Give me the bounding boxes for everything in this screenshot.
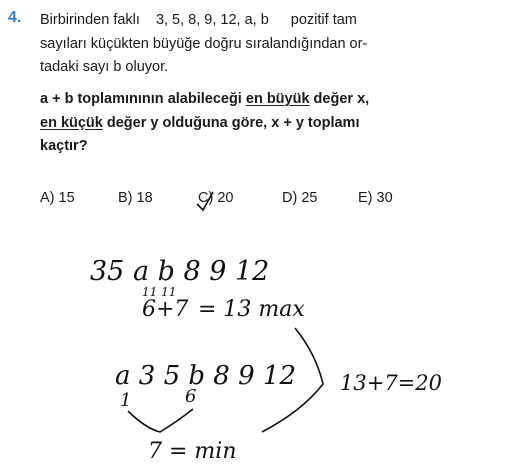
prompt-line-3: kaçtır? bbox=[40, 138, 88, 154]
answer-check-mark bbox=[197, 192, 213, 210]
number-list: 3, 5, 8, 9, 12, a, b bbox=[155, 12, 269, 28]
min-a-value: 1 bbox=[120, 390, 132, 411]
option-e[interactable]: E) 30 bbox=[358, 190, 393, 206]
stem-line-3: tadaki sayı b oluyor. bbox=[40, 59, 169, 75]
stem-text-1c: pozitif tam bbox=[290, 12, 357, 28]
prompt-text-1a: a + b toplamınının alabileceği bbox=[40, 91, 246, 107]
option-c-value: 20 bbox=[217, 190, 234, 206]
total-result: 13+7=20 bbox=[340, 371, 442, 395]
max-sequence: 35 a b 8 9 12 bbox=[90, 256, 270, 287]
option-c-letter: C) bbox=[198, 190, 214, 206]
option-a[interactable]: A) 15 bbox=[40, 190, 75, 206]
max-assign-marks: 11 11 bbox=[142, 285, 177, 299]
prompt-text-2b: değer y olduğuna göre, x + y toplamı bbox=[102, 114, 360, 131]
max-sum: 6+7 bbox=[142, 297, 189, 322]
option-b[interactable]: B) 18 bbox=[118, 190, 153, 206]
emphasis-en-kucuk: en küçük bbox=[40, 114, 103, 131]
stem-text-1a: Birbirinden faklı bbox=[40, 12, 140, 28]
min-sequence: a 3 5 b 8 9 12 bbox=[115, 361, 296, 391]
prompt-text-1b: değer x, bbox=[309, 91, 370, 107]
emphasis-en-buyuk: en büyük bbox=[245, 91, 310, 107]
option-d[interactable]: D) 25 bbox=[282, 190, 318, 206]
min-result: 7 = min bbox=[148, 439, 237, 464]
max-result: = 13 max bbox=[198, 297, 305, 322]
question-number: 4. bbox=[8, 9, 22, 26]
stem-line-2: sayıları küçükten büyüğe doğru sıralandığından or- bbox=[40, 35, 368, 52]
min-bracket bbox=[128, 409, 193, 432]
min-b-value: 6 bbox=[185, 386, 197, 407]
